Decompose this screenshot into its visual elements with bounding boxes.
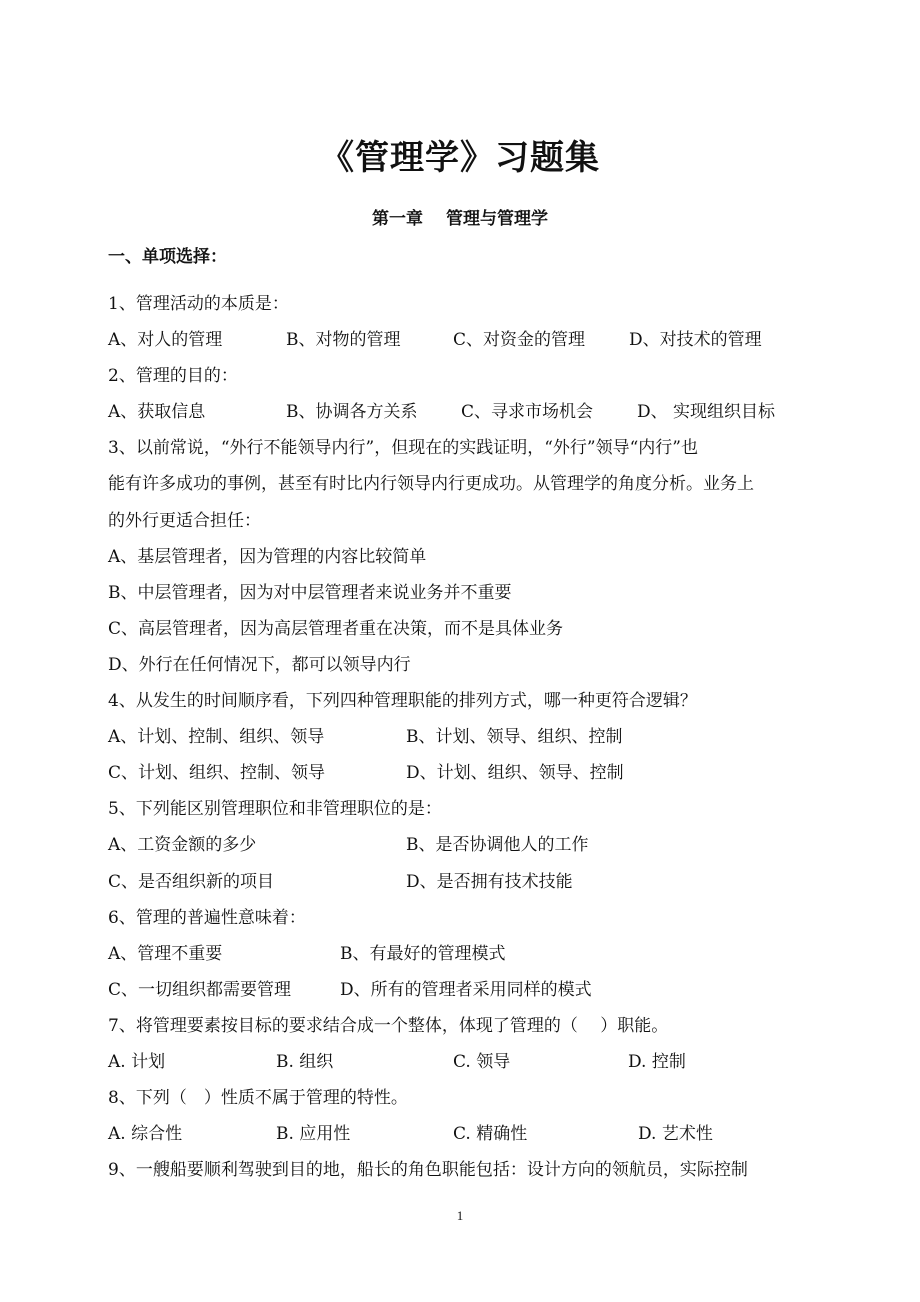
question-stem: 的外行更适合担任： [108, 510, 261, 531]
question-stem: 1、管理活动的本质是： [108, 294, 289, 314]
option: C. 领导 [453, 1051, 511, 1072]
option-row [108, 1116, 818, 1152]
question-list [108, 286, 818, 1188]
option: B、协调各方关系 [286, 402, 418, 423]
option: D、 实现组织目标 [637, 402, 776, 423]
option: C、是否组织新的项目 [108, 871, 275, 892]
option-row [108, 394, 818, 430]
option: B. 应用性 [276, 1124, 351, 1145]
option-row [108, 972, 818, 1008]
question-stem: 能有许多成功的事例，甚至有时比内行领导内行更成功。从管理学的角度分析。业务上 [108, 474, 754, 495]
chapter-title: 第一章 管理与管理学 [372, 209, 548, 229]
section-heading: 一、单项选择： [108, 247, 227, 267]
option: C、高层管理者，因为高层管理者重在决策，而不是具体业务 [108, 618, 564, 639]
option-row [108, 1044, 818, 1080]
option-row [108, 936, 818, 972]
option: D、是否拥有技术技能 [406, 871, 573, 892]
option: C、寻求市场机会 [461, 402, 594, 423]
question-stem: 8、下列（ ）性质不属于管理的特性。 [108, 1088, 408, 1109]
option: B、是否协调他人的工作 [406, 835, 589, 856]
option: A、对人的管理 [108, 330, 223, 351]
option-row [108, 322, 818, 358]
option: D、外行在任何情况下，都可以领导内行 [108, 654, 411, 675]
question-stem: 3、以前常说，“外行不能领导内行”，但现在的实践证明，“外行”领导“内行”也 [108, 438, 698, 459]
option: D、所有的管理者采用同样的模式 [340, 979, 592, 1000]
question-stem: 7、将管理要素按目标的要求结合成一个整体，体现了管理的（ ）职能。 [108, 1015, 669, 1036]
option-row [108, 755, 818, 791]
option: B. 组织 [276, 1051, 334, 1072]
option: A、管理不重要 [108, 943, 223, 964]
option-row [108, 719, 818, 755]
option: D. 艺术性 [638, 1124, 713, 1145]
option: A、工资金额的多少 [108, 835, 257, 856]
option: C、一切组织都需要管理 [108, 979, 292, 1000]
option: D. 控制 [628, 1051, 686, 1072]
option: A、基层管理者，因为管理的内容比较简单 [108, 546, 427, 567]
option: A. 计划 [108, 1051, 166, 1072]
option: D、计划、组织、领导、控制 [406, 763, 624, 784]
question-stem: 5、下列能区别管理职位和非管理职位的是： [108, 799, 442, 820]
option: D、对技术的管理 [629, 330, 762, 351]
option: C. 精确性 [453, 1124, 528, 1145]
option: B、中层管理者，因为对中层管理者来说业务并不重要 [108, 582, 512, 603]
option: B、对物的管理 [286, 330, 401, 351]
option: A、计划、控制、组织、领导 [108, 727, 325, 748]
question-stem: 9、一艘船要顺利驾驶到目的地，船长的角色职能包括：设计方向的领航员，实际控制 [108, 1160, 748, 1181]
question-stem: 6、管理的普遍性意味着： [108, 907, 306, 928]
option: A. 综合性 [108, 1124, 183, 1145]
option: C、计划、组织、控制、领导 [108, 763, 326, 784]
page-title: 《管理学》习题集 [320, 138, 600, 178]
page-number: 1 [456, 1208, 464, 1223]
option: C、对资金的管理 [453, 330, 586, 351]
option-row [108, 827, 818, 863]
question-stem: 2、管理的目的： [108, 366, 238, 387]
question-stem: 4、从发生的时间顺序看，下列四种管理职能的排列方式，哪一种更符合逻辑？ [108, 691, 697, 712]
option: A、获取信息 [108, 402, 206, 423]
option: B、有最好的管理模式 [340, 943, 506, 964]
option: B、计划、领导、组织、控制 [406, 727, 623, 748]
option-row [108, 864, 818, 900]
